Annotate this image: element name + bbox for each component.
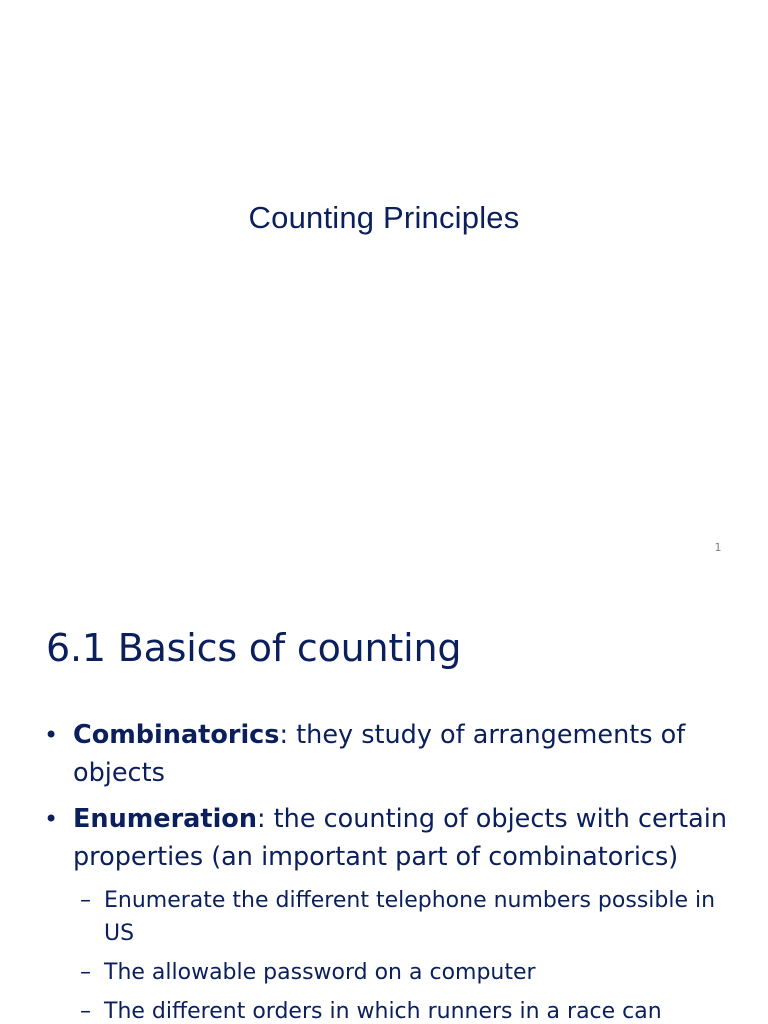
bullet-text: : the counting of objects with certain properties (an important part of combinatorics) <box>73 804 728 872</box>
slide-2 <box>0 576 768 1024</box>
bullet-item-enumeration <box>0 800 768 876</box>
dash-icon: – <box>80 888 91 913</box>
bullet-text: : they study of arrangements of objects <box>73 720 686 788</box>
dash-icon: – <box>80 960 91 985</box>
bullet-dot-icon: • <box>44 805 59 833</box>
page-number: 1 <box>714 541 722 554</box>
bullet-list <box>0 716 768 1024</box>
bullet-term: Combinatorics <box>73 720 280 750</box>
slide-heading: 6.1 Basics of counting <box>46 626 462 670</box>
slide-title: Counting Principles <box>248 200 520 235</box>
bullet-term: Enumeration <box>73 804 257 834</box>
sub-bullet-text: The different orders in which runners in a race can <box>104 999 662 1024</box>
sub-bullet-text: Enumerate the different telephone numbers possible in US <box>104 888 716 946</box>
sub-bullet-item <box>0 995 768 1024</box>
dash-icon: – <box>80 999 91 1024</box>
sub-bullet-item <box>0 956 768 989</box>
sub-bullet-item <box>0 884 768 950</box>
bullet-item-combinatorics <box>0 716 768 792</box>
bullet-dot-icon: • <box>44 721 59 749</box>
sub-bullet-text: The allowable password on a computer <box>104 960 536 985</box>
